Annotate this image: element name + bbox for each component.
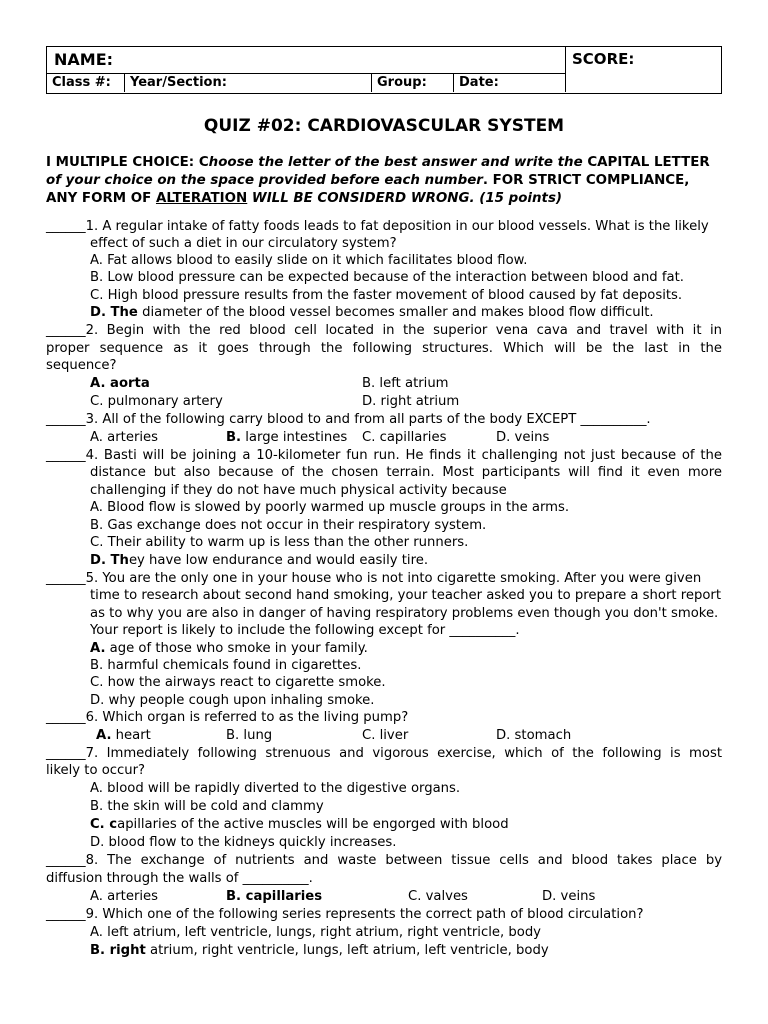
q7-option-a: A. blood will be rapidly diverted to the digestive organs. — [90, 781, 461, 796]
question-2-text-cont: proper sequence as it goes through the following structures. Which will be the last in the — [46, 341, 722, 356]
question-7-text: ______7. Immediately following strenuous and vigorous exercise, which of the following is most — [46, 746, 722, 761]
year-section-cell: Year/Section: — [125, 74, 372, 92]
q8-option-c: C. valves — [408, 889, 468, 904]
q1-option-b: B. Low blood pressure can be expected because of the interaction between blood and fat. — [90, 270, 684, 285]
question-5-text: ______5. You are the only one in your house who is not into cigarette smoking. After you were given — [46, 571, 702, 586]
q8-option-d: D. veins — [542, 889, 596, 904]
q2-option-a: A. aorta — [90, 376, 150, 391]
q6-option-a: A. heart — [96, 728, 151, 743]
q8-option-a: A. arteries — [90, 889, 159, 904]
q4-option-d: D. They have low endurance and would easily tire. — [90, 553, 429, 568]
q7-option-c: C. capillaries of the active muscles will be engorged with blood — [90, 817, 509, 832]
q2-option-d: D. right atrium — [362, 394, 460, 409]
question-1-text-cont: effect of such a diet in our circulatory system? — [90, 236, 397, 251]
question-1-text: ______1. A regular intake of fatty foods leads to fat deposition in our blood vessels. What is the likely — [46, 219, 709, 234]
q8-option-b: B. capillaries — [226, 889, 323, 904]
q6-option-d: D. stomach — [496, 728, 572, 743]
q4-option-a: A. Blood flow is slowed by poorly warmed up muscle groups in the arms. — [90, 500, 570, 515]
q3-option-d: D. veins — [496, 430, 550, 445]
question-4-text-cont: distance but also because of the chosen terrain. Most participants will find it even more — [90, 465, 722, 480]
q9-option-a: A. left atrium, left ventricle, lungs, right atrium, right ventricle, body — [90, 925, 541, 940]
question-4-text: ______4. Basti will be joining a 10-kilometer fun run. He finds it challenging not just because of the — [46, 448, 722, 463]
question-4-text-end: challenging if they do not have much physical activity because — [90, 483, 507, 498]
score-cell: SCORE: — [572, 50, 635, 68]
question-8-text-cont: diffusion through the walls of __________. — [46, 871, 313, 886]
q1-option-a: A. Fat allows blood to easily slide on it which facilitates blood flow. — [90, 253, 528, 268]
question-5-text-cont-3: Your report is likely to include the following except for __________. — [90, 623, 520, 638]
question-2-text-end: sequence? — [46, 358, 117, 373]
date-cell: Date: — [454, 74, 566, 92]
question-7-text-cont: likely to occur? — [46, 763, 146, 778]
question-5-text-cont-1: time to research about second hand smoking, your teacher asked you to prepare a short report — [90, 588, 722, 603]
q3-option-b: B. large intestines — [226, 430, 348, 445]
q1-option-c: C. High blood pressure results from the faster movement of blood caused by fat deposits. — [90, 288, 683, 303]
q2-option-b: B. left atrium — [362, 376, 449, 391]
q5-option-b: B. harmful chemicals found in cigarettes. — [90, 658, 362, 673]
question-5-text-cont-2: as to why you are also in danger of having respiratory problems even though you don't smoke. — [90, 606, 719, 621]
question-2-text: ______2. Begin with the red blood cell located in the superior vena cava and travel with it in — [46, 323, 722, 338]
q1-option-d: D. The diameter of the blood vessel becomes smaller and makes blood flow difficult. — [90, 305, 654, 320]
question-3-text: ______3. All of the following carry blood to and from all parts of the body EXCEPT __________. — [46, 412, 651, 427]
q5-option-d: D. why people cough upon inhaling smoke. — [90, 693, 375, 708]
q9-option-b: B. right atrium, right ventricle, lungs, left atrium, left ventricle, body — [90, 943, 549, 958]
q4-option-c: C. Their ability to warm up is less than the other runners. — [90, 535, 469, 550]
q5-option-c: C. how the airways react to cigarette smoke. — [90, 675, 386, 690]
q6-option-c: C. liver — [362, 728, 409, 743]
question-6-text: ______6. Which organ is referred to as the living pump? — [46, 710, 409, 725]
name-cell: NAME: — [47, 47, 566, 74]
question-8-text: ______8. The exchange of nutrients and waste between tissue cells and blood takes place by — [46, 853, 722, 868]
q2-option-c: C. pulmonary artery — [90, 394, 223, 409]
q7-option-b: B. the skin will be cold and clammy — [90, 799, 324, 814]
quiz-title: QUIZ #02: CARDIOVASCULAR SYSTEM — [203, 116, 565, 136]
q6-option-b: B. lung — [226, 728, 273, 743]
header-table — [46, 46, 722, 94]
question-9-text: ______9. Which one of the following series represents the correct path of blood circulation? — [46, 907, 644, 922]
group-cell: Group: — [372, 74, 454, 92]
q4-option-b: B. Gas exchange does not occur in their respiratory system. — [90, 518, 487, 533]
q7-option-d: D. blood flow to the kidneys quickly increases. — [90, 835, 397, 850]
q3-option-c: C. capillaries — [362, 430, 447, 445]
q3-option-a: A. arteries — [90, 430, 159, 445]
q5-option-a: A. age of those who smoke in your family. — [90, 641, 368, 656]
instructions: I MULTIPLE CHOICE: Choose the letter of the best answer and write the CAPITAL LETTER of your choice on the space provided before each number. FOR STRICT COMPLIANCE, ANY FORM OF ALTERATION WILL BE CONSIDERD WRONG. (15 points) — [46, 155, 710, 206]
class-cell: Class #: — [47, 74, 125, 92]
